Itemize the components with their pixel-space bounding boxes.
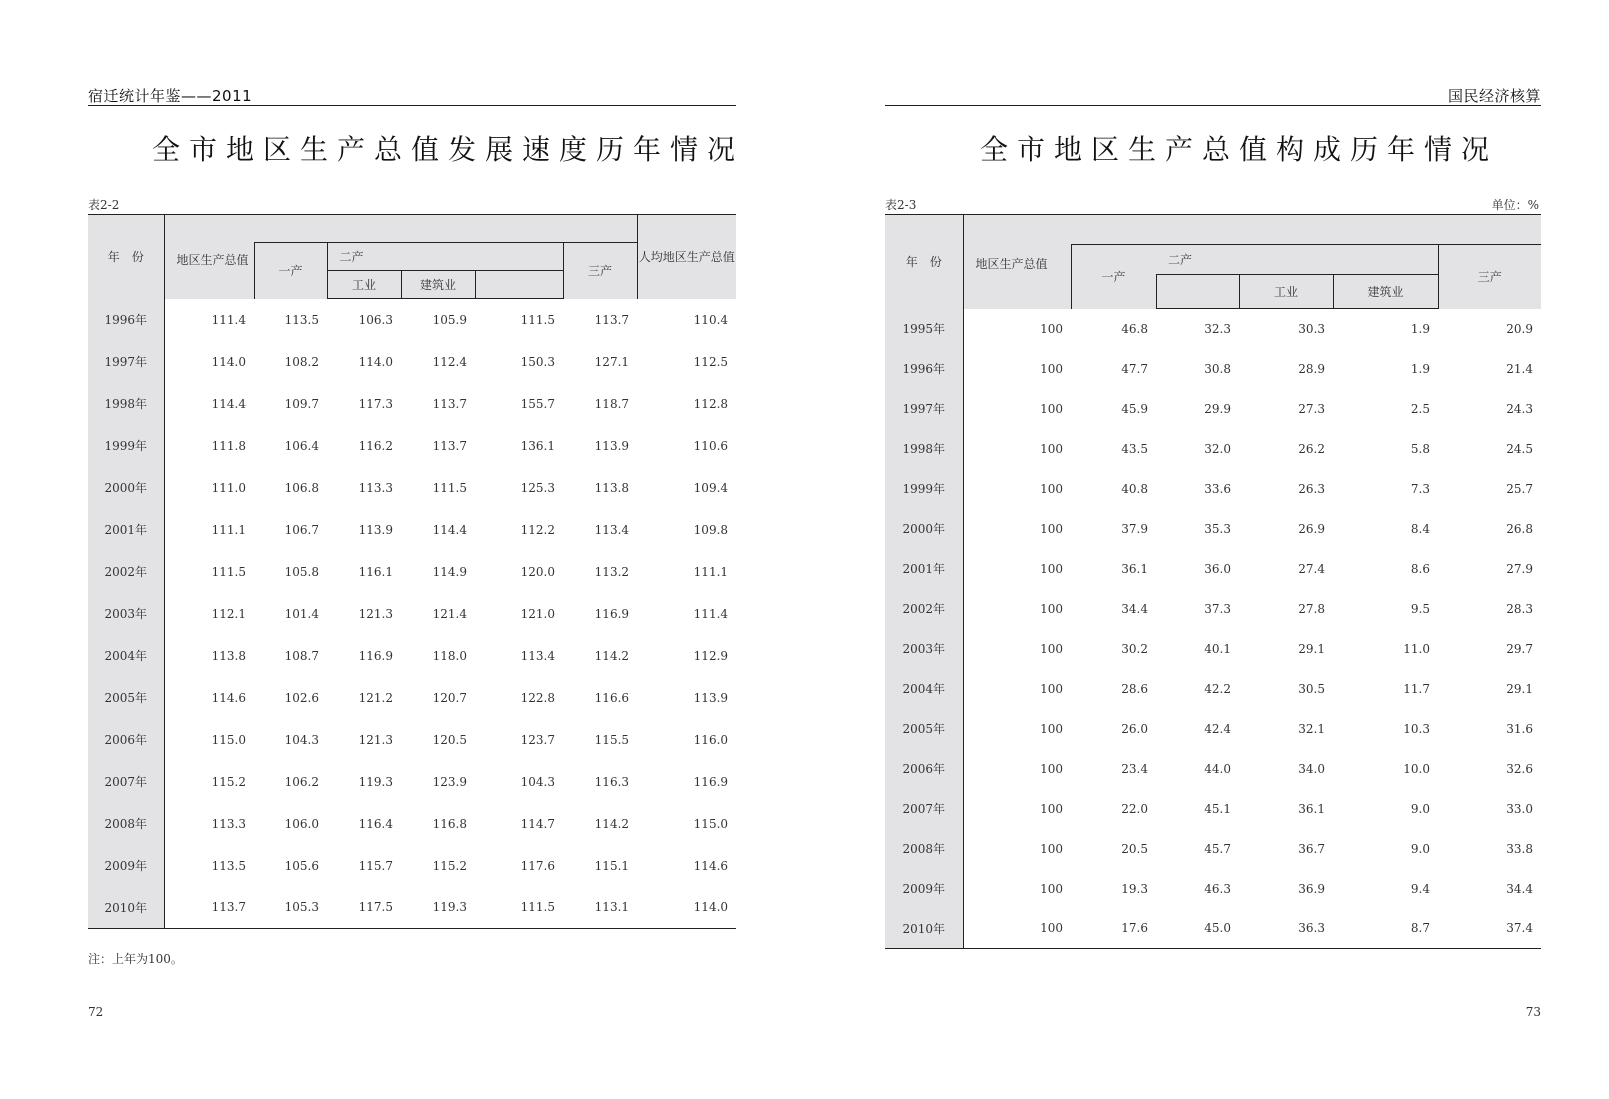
header-per-capita: 人均地区生产总值 [637,215,736,299]
cell-tertiary: 29.7 [1506,641,1533,656]
cell-primary: 105.3 [284,900,319,915]
right-page [800,0,1609,1099]
row-year: 1996年 [885,349,963,389]
cell-per_capita: 116.9 [693,774,729,789]
cell-construction: 150.3 [520,354,555,369]
cell-secondary: 121.3 [358,606,393,621]
cell-per_capita: 110.6 [693,438,729,453]
cell-construction: 10.0 [1403,761,1430,776]
cell-industry: 27.8 [1298,601,1325,616]
cell-construction: 123.7 [520,732,555,747]
cell-industry: 36.9 [1298,881,1325,896]
header-primary-r: 一产 [1071,245,1156,309]
running-head-left: 宿迁统计年鉴——2011 [88,87,253,105]
cell-tertiary: 113.1 [594,900,630,915]
table-row [885,509,1541,549]
cell-construction: 111.5 [520,900,555,915]
row-year: 2008年 [885,829,963,869]
cell-primary: 43.5 [1121,441,1148,456]
row-year: 2005年 [885,709,963,749]
cell-industry: 115.2 [432,858,467,873]
cell-industry: 121.4 [432,606,467,621]
table-row [885,869,1541,909]
row-year: 2010年 [88,887,164,929]
cell-per_capita: 111.1 [693,564,729,579]
row-year: 1997年 [88,341,164,383]
cell-tertiary: 118.7 [594,396,630,411]
cell-construction: 11.7 [1403,681,1430,696]
table-row [88,341,736,383]
cell-secondary: 40.1 [1204,641,1231,656]
cell-gdp: 100 [1040,841,1063,856]
cell-construction: 5.8 [1410,441,1430,456]
table-row [88,761,736,803]
running-head-rule-left [88,105,736,106]
cell-primary: 23.4 [1121,761,1148,776]
cell-construction: 125.3 [520,480,555,495]
cell-secondary: 42.4 [1204,721,1231,736]
cell-industry: 26.9 [1298,521,1325,536]
row-year: 2006年 [885,749,963,789]
cell-tertiary: 116.9 [594,606,630,621]
cell-primary: 19.3 [1121,881,1148,896]
cell-secondary: 116.1 [358,564,393,579]
cell-per_capita: 116.0 [693,732,729,747]
cell-secondary: 29.9 [1204,401,1231,416]
cell-industry: 36.7 [1298,841,1325,856]
gdp-structure-table [885,214,1541,949]
row-year: 2004年 [88,635,164,677]
cell-construction: 117.6 [520,858,555,873]
table-id-right: 表2-3 [885,198,917,212]
cell-primary: 30.2 [1121,641,1148,656]
cell-per_capita: 112.8 [693,396,729,411]
cell-secondary: 117.5 [358,900,393,915]
cell-tertiary: 31.6 [1506,721,1533,736]
row-year: 2002年 [88,551,164,593]
row-year: 2007年 [88,761,164,803]
cell-tertiary: 28.3 [1506,601,1533,616]
cell-tertiary: 20.9 [1506,321,1533,336]
header-year: 年 份 [88,215,164,299]
cell-per_capita: 109.8 [693,522,729,537]
cell-industry: 27.3 [1298,401,1325,416]
running-head-right: 国民经济核算 [1447,87,1541,105]
table-id-left: 表2-2 [88,198,120,212]
cell-gdp: 112.1 [211,606,246,621]
cell-secondary: 37.3 [1204,601,1231,616]
cell-primary: 106.0 [284,816,319,831]
table-row [88,383,736,425]
cell-tertiary: 24.5 [1506,441,1533,456]
cell-primary: 106.8 [284,480,319,495]
cell-industry: 119.3 [432,900,467,915]
table-row [885,589,1541,629]
cell-industry: 30.3 [1298,321,1325,336]
cell-secondary: 36.0 [1204,561,1231,576]
header-gdp-r: 地区生产总值 [963,215,1071,309]
cell-primary: 108.7 [284,648,319,663]
cell-primary: 106.7 [284,522,319,537]
cell-primary: 28.6 [1121,681,1148,696]
header-secondary-r: 二产 [1156,245,1438,275]
cell-gdp: 114.0 [211,354,246,369]
row-year: 1998年 [88,383,164,425]
cell-primary: 108.2 [284,354,319,369]
cell-gdp: 100 [1040,441,1063,456]
row-year: 2007年 [885,789,963,829]
header-top-band [254,215,637,243]
cell-primary: 20.5 [1121,841,1148,856]
cell-construction: 2.5 [1410,401,1430,416]
table-row [88,677,736,719]
cell-tertiary: 24.3 [1506,401,1533,416]
cell-gdp: 100 [1040,481,1063,496]
cell-construction: 1.9 [1410,321,1430,336]
cell-gdp: 100 [1040,641,1063,656]
row-year: 1998年 [885,429,963,469]
cell-construction: 104.3 [520,774,555,789]
unit-label: 单位：% [1491,198,1539,212]
cell-industry: 120.7 [432,690,467,705]
table-row [88,509,736,551]
header-top-band-r [1071,215,1541,245]
cell-gdp: 114.6 [211,690,246,705]
row-year: 2008年 [88,803,164,845]
table-row [88,635,736,677]
cell-construction: 11.0 [1403,641,1430,656]
cell-secondary: 121.2 [358,690,393,705]
running-head-rule-right [885,105,1541,106]
row-year: 2009年 [88,845,164,887]
cell-construction: 121.0 [520,606,555,621]
cell-industry: 112.4 [432,354,467,369]
cell-secondary: 121.3 [358,732,393,747]
cell-primary: 113.5 [284,312,319,327]
cell-primary: 105.6 [284,858,319,873]
cell-construction: 122.8 [520,690,555,705]
cell-per_capita: 114.0 [693,900,729,915]
table-row [885,469,1541,509]
table-row [88,299,736,341]
cell-gdp: 100 [1040,761,1063,776]
cell-industry: 36.3 [1298,921,1325,936]
table-row [88,425,736,467]
cell-gdp: 100 [1040,681,1063,696]
cell-primary: 47.7 [1121,361,1148,376]
cell-construction: 9.0 [1410,801,1430,816]
page-number-right: 73 [1525,1005,1541,1019]
cell-tertiary: 34.4 [1506,881,1533,896]
row-year: 1996年 [88,299,164,341]
cell-gdp: 114.4 [211,396,246,411]
cell-gdp: 113.7 [211,900,246,915]
cell-industry: 114.4 [432,522,467,537]
table-row [885,909,1541,949]
table-row [88,845,736,887]
cell-primary: 105.8 [284,564,319,579]
cell-secondary: 115.7 [358,858,393,873]
row-year: 2001年 [885,549,963,589]
header-construction: 建筑业 [401,271,475,299]
cell-gdp: 113.5 [211,858,246,873]
cell-primary: 40.8 [1121,481,1148,496]
cell-secondary: 45.0 [1204,921,1231,936]
cell-tertiary: 29.1 [1506,681,1533,696]
cell-construction: 10.3 [1403,721,1430,736]
cell-construction: 8.4 [1410,521,1430,536]
cell-gdp: 100 [1040,401,1063,416]
cell-gdp: 111.4 [211,312,246,327]
cell-per_capita: 112.9 [693,648,729,663]
cell-industry: 29.1 [1298,641,1325,656]
table-row [885,349,1541,389]
cell-tertiary: 26.8 [1506,521,1533,536]
row-year: 2004年 [885,669,963,709]
cell-secondary: 116.9 [358,648,393,663]
cell-industry: 34.0 [1298,761,1325,776]
cell-tertiary: 113.8 [594,480,630,495]
cell-secondary: 106.3 [358,312,393,327]
table-row [88,803,736,845]
cell-construction: 7.3 [1410,481,1430,496]
cell-primary: 102.6 [284,690,319,705]
cell-secondary: 35.3 [1204,521,1231,536]
cell-industry: 28.9 [1298,361,1325,376]
cell-secondary: 119.3 [358,774,393,789]
cell-construction: 1.9 [1410,361,1430,376]
cell-secondary: 32.3 [1204,321,1231,336]
row-year: 2005年 [88,677,164,719]
gdp-growth-table [88,214,736,929]
row-year: 2006年 [88,719,164,761]
cell-industry: 27.4 [1298,561,1325,576]
cell-gdp: 111.0 [211,480,246,495]
cell-per_capita: 110.4 [693,312,729,327]
cell-construction: 114.7 [520,816,555,831]
cell-secondary: 30.8 [1204,361,1231,376]
header-primary: 一产 [254,243,327,299]
cell-construction: 112.2 [520,522,555,537]
cell-per_capita: 113.9 [693,690,729,705]
cell-secondary: 33.6 [1204,481,1231,496]
row-year: 2003年 [88,593,164,635]
row-year: 1999年 [88,425,164,467]
cell-tertiary: 115.5 [594,732,630,747]
cell-per_capita: 114.6 [693,858,729,873]
cell-secondary: 45.7 [1204,841,1231,856]
cell-industry: 113.7 [432,396,467,411]
row-year: 1997年 [885,389,963,429]
cell-construction: 8.7 [1410,921,1430,936]
cell-tertiary: 114.2 [594,648,630,663]
row-year: 1995年 [885,309,963,349]
table-row [885,629,1541,669]
left-page [0,0,780,1099]
cell-industry: 105.9 [432,312,467,327]
cell-construction: 155.7 [520,396,555,411]
header-gdp: 地区生产总值 [164,215,254,299]
cell-primary: 37.9 [1121,521,1148,536]
cell-industry: 111.5 [432,480,467,495]
cell-tertiary: 21.4 [1506,361,1533,376]
cell-secondary: 42.2 [1204,681,1231,696]
cell-construction: 136.1 [520,438,555,453]
cell-primary: 22.0 [1121,801,1148,816]
cell-primary: 36.1 [1121,561,1148,576]
cell-construction: 9.0 [1410,841,1430,856]
page-number-left: 72 [88,1005,104,1019]
cell-construction: 9.5 [1410,601,1430,616]
cell-construction: 113.4 [520,648,555,663]
cell-primary: 106.4 [284,438,319,453]
cell-tertiary: 33.8 [1506,841,1533,856]
table-row [885,829,1541,869]
row-year: 1999年 [885,469,963,509]
cell-gdp: 111.8 [211,438,246,453]
cell-per_capita: 115.0 [693,816,729,831]
cell-tertiary: 127.1 [594,354,630,369]
cell-industry: 120.5 [432,732,467,747]
cell-primary: 106.2 [284,774,319,789]
cell-gdp: 115.0 [211,732,246,747]
cell-gdp: 100 [1040,361,1063,376]
cell-gdp: 111.1 [211,522,246,537]
table-row [885,669,1541,709]
cell-industry: 113.7 [432,438,467,453]
cell-industry: 30.5 [1298,681,1325,696]
cell-industry: 32.1 [1298,721,1325,736]
table-row [88,887,736,929]
cell-secondary: 45.1 [1204,801,1231,816]
cell-gdp: 100 [1040,921,1063,936]
page-title-right: 全市地区生产总值构成历年情况 [980,133,1499,166]
cell-industry: 123.9 [432,774,467,789]
cell-primary: 45.9 [1121,401,1148,416]
cell-gdp: 111.5 [211,564,246,579]
header-year-r: 年 份 [885,215,963,309]
cell-tertiary: 114.2 [594,816,630,831]
cell-primary: 109.7 [284,396,319,411]
cell-gdp: 100 [1040,721,1063,736]
cell-primary: 17.6 [1121,921,1148,936]
cell-secondary: 116.2 [358,438,393,453]
cell-tertiary: 113.7 [594,312,630,327]
cell-tertiary: 116.3 [594,774,630,789]
row-year: 2001年 [88,509,164,551]
row-year: 2009年 [885,869,963,909]
table-row [88,551,736,593]
cell-tertiary: 113.2 [594,564,630,579]
cell-secondary: 117.3 [358,396,393,411]
cell-tertiary: 32.6 [1506,761,1533,776]
header-tertiary-r: 三产 [1438,245,1541,309]
row-year: 2003年 [885,629,963,669]
cell-tertiary: 33.0 [1506,801,1533,816]
cell-tertiary: 37.4 [1506,921,1533,936]
header-industry-r: 工业 [1239,275,1333,309]
header-industry: 工业 [327,271,401,299]
table-row [885,389,1541,429]
cell-gdp: 113.8 [211,648,246,663]
cell-primary: 26.0 [1121,721,1148,736]
cell-primary: 104.3 [284,732,319,747]
header-secondary-spacer [475,271,563,299]
table-row [88,593,736,635]
header-construction-r: 建筑业 [1333,275,1438,309]
table-row [88,719,736,761]
cell-gdp: 100 [1040,561,1063,576]
cell-gdp: 113.3 [211,816,246,831]
cell-tertiary: 115.1 [594,858,630,873]
cell-per_capita: 112.5 [693,354,729,369]
header-secondary-spacer-r [1156,275,1239,309]
cell-tertiary: 116.6 [594,690,630,705]
table-row [88,467,736,509]
cell-secondary: 44.0 [1204,761,1231,776]
cell-industry: 118.0 [432,648,467,663]
row-year: 2000年 [885,509,963,549]
cell-secondary: 116.4 [358,816,393,831]
row-year: 2010年 [885,909,963,949]
table-row [885,429,1541,469]
cell-tertiary: 25.7 [1506,481,1533,496]
cell-gdp: 100 [1040,801,1063,816]
cell-industry: 26.2 [1298,441,1325,456]
cell-industry: 36.1 [1298,801,1325,816]
cell-primary: 46.8 [1121,321,1148,336]
table-row [885,749,1541,789]
cell-gdp: 115.2 [211,774,246,789]
header-tertiary: 三产 [563,243,637,299]
cell-gdp: 100 [1040,521,1063,536]
cell-tertiary: 113.9 [594,438,630,453]
row-year: 2000年 [88,467,164,509]
cell-secondary: 113.3 [358,480,393,495]
cell-construction: 8.6 [1410,561,1430,576]
table-row [885,309,1541,349]
cell-secondary: 32.0 [1204,441,1231,456]
cell-gdp: 100 [1040,881,1063,896]
cell-industry: 116.8 [432,816,467,831]
cell-tertiary: 113.4 [594,522,630,537]
cell-secondary: 46.3 [1204,881,1231,896]
cell-industry: 114.9 [432,564,467,579]
table-note: 注：上年为100。 [88,952,183,966]
cell-gdp: 100 [1040,321,1063,336]
table-row [885,709,1541,749]
cell-gdp: 100 [1040,601,1063,616]
page-title-left: 全市地区生产总值发展速度历年情况 [152,133,745,166]
cell-secondary: 113.9 [358,522,393,537]
cell-secondary: 114.0 [358,354,393,369]
cell-construction: 120.0 [520,564,555,579]
cell-construction: 111.5 [520,312,555,327]
cell-construction: 9.4 [1410,881,1430,896]
cell-primary: 101.4 [284,606,319,621]
cell-per_capita: 109.4 [693,480,729,495]
cell-industry: 26.3 [1298,481,1325,496]
table-row [885,549,1541,589]
header-secondary: 二产 [327,243,563,271]
cell-primary: 34.4 [1121,601,1148,616]
table-row [885,789,1541,829]
row-year: 2002年 [885,589,963,629]
cell-per_capita: 111.4 [693,606,729,621]
cell-tertiary: 27.9 [1506,561,1533,576]
